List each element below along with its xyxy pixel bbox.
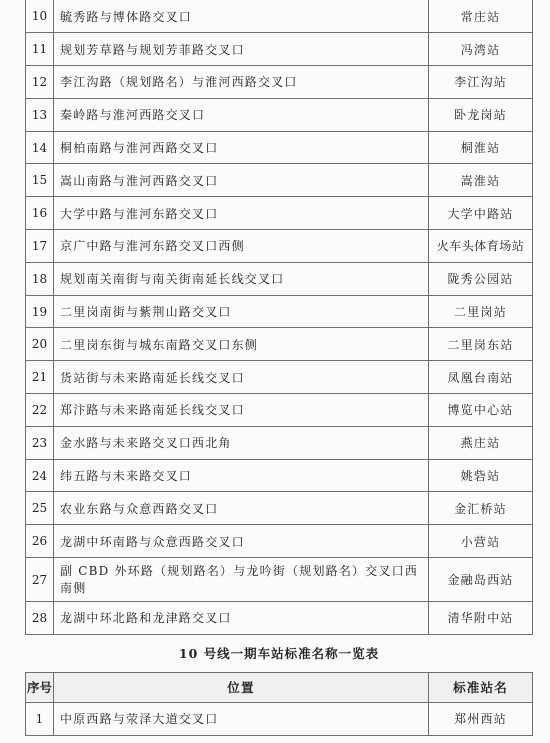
- table-row: [26, 558, 533, 602]
- row-location: 嵩山南路与淮河西路交叉口: [54, 164, 429, 197]
- table-row: [26, 328, 533, 361]
- table-row: [26, 426, 533, 459]
- table-header-row: [26, 672, 533, 702]
- row-station: 清华附中站: [429, 602, 533, 635]
- table-row: [26, 295, 533, 328]
- row-number: 1: [26, 702, 54, 735]
- row-station: 火车头体育场站: [429, 230, 533, 263]
- row-number: 14: [26, 131, 54, 164]
- row-number: 25: [26, 492, 54, 525]
- row-station: 博览中心站: [429, 394, 533, 427]
- row-number: 13: [26, 98, 54, 131]
- row-station: 二里岗站: [429, 295, 533, 328]
- row-location: 副 CBD 外环路（规划路名）与龙吟街（规划路名）交叉口西南侧: [54, 558, 429, 602]
- row-station: 桐淮站: [429, 131, 533, 164]
- row-number: 10: [26, 0, 54, 33]
- row-number: 17: [26, 230, 54, 263]
- table-row: [26, 33, 533, 66]
- row-location: 农业东路与众意西路交叉口: [54, 492, 429, 525]
- row-station: 燕庄站: [429, 426, 533, 459]
- row-number: 16: [26, 197, 54, 230]
- row-location: 纬五路与未来路交叉口: [54, 459, 429, 492]
- table-row: [26, 459, 533, 492]
- row-station: 冯湾站: [429, 33, 533, 66]
- table-row: [26, 164, 533, 197]
- table-row: [26, 197, 533, 230]
- table-row: [26, 702, 533, 735]
- row-location: 郑汴路与未来路南延长线交叉口: [54, 394, 429, 427]
- row-station: 郑州西站: [429, 702, 533, 735]
- table-row: [26, 230, 533, 263]
- row-number: 23: [26, 426, 54, 459]
- row-number: 21: [26, 361, 54, 394]
- row-location: 李江沟路（规划路名）与淮河西路交叉口: [54, 66, 429, 99]
- table-row: [26, 492, 533, 525]
- table-row: [26, 66, 533, 99]
- row-station: 大学中路站: [429, 197, 533, 230]
- row-station: 凤凰台南站: [429, 361, 533, 394]
- table-row: [26, 394, 533, 427]
- row-station: 金融岛西站: [429, 558, 533, 602]
- row-location: 规划南关南街与南关街南延长线交叉口: [54, 262, 429, 295]
- row-station: 李江沟站: [429, 66, 533, 99]
- table-row: [26, 602, 533, 635]
- row-station: 小营站: [429, 525, 533, 558]
- row-location: 金水路与未来路交叉口西北角: [54, 426, 429, 459]
- section-title: 10 号线一期车站标准名称一览表: [26, 634, 533, 672]
- table-row: [26, 525, 533, 558]
- row-station: 二里岗东站: [429, 328, 533, 361]
- row-location: 京广中路与淮河东路交叉口西侧: [54, 230, 429, 263]
- table-row: [26, 262, 533, 295]
- section-title-row: [26, 634, 533, 672]
- row-location: 货站街与未来路南延长线交叉口: [54, 361, 429, 394]
- row-number: 24: [26, 459, 54, 492]
- row-number: 26: [26, 525, 54, 558]
- row-location: 二里岗南街与紫荆山路交叉口: [54, 295, 429, 328]
- header-location: 位置: [54, 672, 429, 702]
- row-location: 毓秀路与博体路交叉口: [54, 0, 429, 33]
- row-number: 20: [26, 328, 54, 361]
- table-row: [26, 98, 533, 131]
- row-location: 中原西路与荥泽大道交叉口: [54, 702, 429, 735]
- table-row: [26, 361, 533, 394]
- row-location: 规划芳草路与规划芳菲路交叉口: [54, 33, 429, 66]
- row-number: 18: [26, 262, 54, 295]
- row-station: 姚砦站: [429, 459, 533, 492]
- header-station: 标准站名: [429, 672, 533, 702]
- row-station: 金汇桥站: [429, 492, 533, 525]
- row-number: 19: [26, 295, 54, 328]
- table-row: [26, 0, 533, 33]
- row-location: 秦岭路与淮河西路交叉口: [54, 98, 429, 131]
- row-number: 28: [26, 602, 54, 635]
- row-station: 卧龙岗站: [429, 98, 533, 131]
- row-location: 二里岗东街与城东南路交叉口东侧: [54, 328, 429, 361]
- table-row: [26, 131, 533, 164]
- row-station: 陇秀公园站: [429, 262, 533, 295]
- row-location: 大学中路与淮河东路交叉口: [54, 197, 429, 230]
- header-number: 序号: [26, 672, 54, 702]
- row-number: 12: [26, 66, 54, 99]
- row-station: 常庄站: [429, 0, 533, 33]
- row-number: 11: [26, 33, 54, 66]
- station-table: [25, 0, 533, 736]
- row-station: 嵩淮站: [429, 164, 533, 197]
- row-location: 桐柏南路与淮河西路交叉口: [54, 131, 429, 164]
- row-number: 15: [26, 164, 54, 197]
- row-number: 27: [26, 558, 54, 602]
- row-location: 龙湖中环北路和龙津路交叉口: [54, 602, 429, 635]
- row-number: 22: [26, 394, 54, 427]
- row-location: 龙湖中环南路与众意西路交叉口: [54, 525, 429, 558]
